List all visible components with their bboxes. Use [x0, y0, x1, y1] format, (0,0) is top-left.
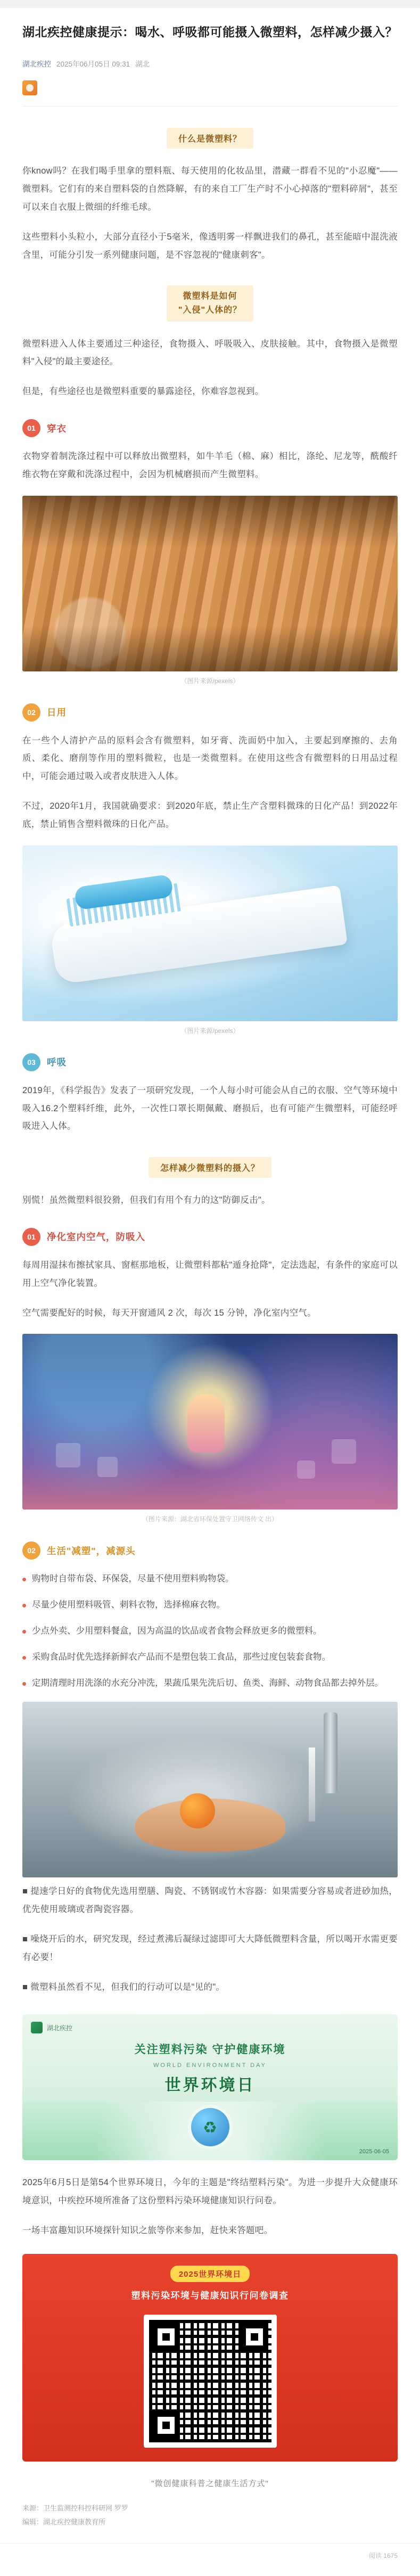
- source-line-2: 编辑：湖北疾控健康教育所: [22, 2518, 106, 2526]
- qr-finder-pattern: [241, 2323, 268, 2351]
- item-title-breathing: 呼吸: [47, 1057, 67, 1068]
- paragraph-item3: 2019年，《科学报告》发表了一项研究发现，一个人每小时可能会从自己的衣服、空气等环境中吸入16.2个塑料纤维，此外，一次性口罩长期佩戴、磨损后，也有可能产生微塑料，可能经呼吸进入人体。: [22, 1085, 398, 1131]
- section-heading-how-enter: [22, 285, 398, 321]
- qr-finder-pattern: [152, 2323, 180, 2351]
- paragraph-2-1: 微塑料进入人体主要通过三种途径，食物摄入、呼吸吸入、皮肤接触。其中，食物摄入是微塑料"入侵"的最主要途径。: [22, 339, 398, 367]
- image-washing-produce: [22, 1702, 398, 1877]
- illustration-house-shape: [297, 1461, 315, 1479]
- illustration-house-shape: [332, 1439, 356, 1464]
- figure-toothbrush: [22, 846, 398, 1035]
- paragraph-1-2: 这些塑料小头粒小，大部分直径小于5毫米，像透明雾一样飘进我们的鼻孔，甚至能暗中混洗液含里，可能分引发一系列健康问题，是不容忽视的"健康刺客"。: [22, 232, 398, 260]
- figure-caption-toothbrush: （图片来源/pexels）: [180, 1027, 240, 1035]
- item-number-badge: 01: [22, 419, 40, 437]
- promo-headline: 关注塑料污染 守护健康环境: [134, 2044, 286, 2056]
- paragraph-tail-2: ■ 噪烧开后的水，研究发现，经过煮沸后凝绿过滤即可大大降低微塑料含量，所以喝开水需更要有必要！: [22, 1934, 398, 1962]
- read-count-bar: [0, 2543, 420, 2560]
- paragraph-1-1: 你know吗？在我们喝手里拿的塑料瓶、每天使用的化妆品里，潜藏一群看不见的"小忍魔"——微塑料。它们有的来自塑料袋的自然降解，有的来自工厂生产时不小心掉落的"塑料碎屑"，甚至可以来自衣服上微细的纤维毛球。: [22, 166, 398, 212]
- paragraph-tail-3: ■ 微塑料虽然看不见，但我们的行动可以是"见的"。: [22, 1982, 225, 1992]
- item-heading-clothing: [22, 419, 398, 437]
- article-location: 湖北: [135, 60, 150, 69]
- list-item: 采购食品时优先选择新鲜农产品而不是塑包装工食品，那些过度包装套食物。: [22, 1648, 398, 1666]
- survey-title: 塑料污染环境与健康知识行问卷调查: [131, 2290, 289, 2301]
- item-heading-purify-air: [22, 1228, 398, 1246]
- section-title-1: 什么是微塑料？: [167, 128, 253, 149]
- paragraph-item4-1: 每周用湿抹布擦拭家具、窗框那地板，让微塑料都粘"遁身抢降"，定法选起，有条件的家庭可以用上空气净化装置。: [22, 1260, 398, 1288]
- org-logo-icon: [31, 2022, 43, 2033]
- section-title-2-line2: "入侵"人体的？: [178, 305, 242, 315]
- figure-washing-produce: [22, 1702, 398, 1877]
- fruit-shape: [180, 1793, 215, 1828]
- item-number-badge: 03: [22, 1053, 40, 1071]
- figure-caption-illustration: （图片来源：湖北省环保处置守卫网络传文 出）: [142, 1515, 278, 1523]
- water-stream-shape: [309, 1748, 315, 1822]
- source-line-1: 来源：卫生监测控科控科研网 罗罗: [22, 2504, 128, 2513]
- article-page: [0, 8, 420, 2576]
- paragraph-item2-2: 不过，2020年1月，我国就确要求：到2020年底，禁止生产含塑料微珠的日化产品！到2022年底，禁止销售含塑料微珠的日化产品。: [22, 801, 398, 829]
- list-item: 定期清理时用洗涤的水充分冲洗，果蔬瓜果先洗后切、鱼类、海鲜、动物食品都去掉外层。: [22, 1675, 398, 1692]
- section-heading-how-reduce: [22, 1157, 398, 1178]
- source-block: [22, 2501, 398, 2529]
- list-item: 少点外卖、少用塑料餐盒，因为高温的饮品或者食物会释放更多的微塑料。: [22, 1622, 398, 1640]
- article-time: 2025年06月05日 09:31: [56, 60, 130, 69]
- figure-illustration: [22, 1334, 398, 1523]
- item-heading-breathing: [22, 1053, 398, 1071]
- item-heading-daily-use: [22, 703, 398, 721]
- footer-tagline: "微创健康科普之健康生活方式": [151, 2479, 269, 2489]
- closing-paragraph-2: 一场丰富趣知识环境探针知识之旅等你来参加，赶快来答题吧。: [22, 2226, 273, 2236]
- paragraph-2-2: 但是，有些途径也是微塑料重要的暴露途径，你难容忽视到。: [22, 387, 264, 397]
- item-heading-reduce-plastic: [22, 1541, 398, 1560]
- read-count: 阅读 1675: [368, 2552, 398, 2560]
- section-title-2-line1: 微塑料是如何: [183, 292, 237, 301]
- figure-hangers: [22, 496, 398, 685]
- survey-badge: 2025世界环境日: [170, 2266, 250, 2282]
- item-number-badge: 02: [22, 703, 40, 721]
- item-title-daily-use: 日用: [47, 707, 67, 718]
- survey-banner[interactable]: [22, 2254, 398, 2462]
- author-avatar-row: [0, 69, 420, 95]
- promo-org-name: 湖北疾控: [47, 2024, 73, 2032]
- promo-subtitle: WORLD ENVIRONMENT DAY: [153, 2062, 267, 2069]
- closing-paragraph-1: 2025年6月5日是第54个世界环境日，今年的主题是"终结塑料污染"。为进一步提升大众健康环境意识，中疾控环境所准备了这份塑料污染环境健康知识行问卷。: [22, 2178, 398, 2206]
- item-title-clothing: 穿衣: [47, 423, 67, 434]
- qr-code-container[interactable]: [144, 2315, 277, 2448]
- list-item: 尽量少使用塑料吸管、刺料衣物，选择棉麻衣物。: [22, 1596, 398, 1614]
- paragraph-item4-2: 空气需要配好的时候，每天开窗通风 2 次，每次 15 分钟，净化室内空气。: [22, 1308, 316, 1318]
- article-body: [0, 128, 420, 2529]
- avatar[interactable]: [22, 80, 37, 95]
- promo-org-row: [22, 2022, 398, 2039]
- illustration-house-shape: [97, 1457, 118, 1477]
- promo-big-title: 世界环境日: [164, 2077, 256, 2095]
- illustration-figure-shape: [187, 1394, 225, 1453]
- paragraph-item2-1: 在一些个人清护产品的原料会含有微塑料，如牙膏、洗面奶中加入，主要起到摩擦的、去角质、柔化、磨削等作用的塑料微粒，也是一类微塑料。在使用这些含有微塑料的日用品过程中，可能会通过吸入或者皮肤进入人体。: [22, 735, 398, 782]
- paragraph-item1: 衣物穿着制洗涤过程中可以释放出微塑料，如牛羊毛（棉、麻）相比，涤纶、尼龙等，酰酸纤维衣物在穿戴和洗涤过程中，会因为机械磨损而产生微塑料。: [22, 452, 398, 479]
- page-title: 湖北疾控健康提示：喝水、呼吸都可能摄入微塑料，怎样减少摄入？: [22, 25, 398, 39]
- image-toothbrush: [22, 846, 398, 1021]
- promo-artwork: [22, 2102, 398, 2160]
- section-title-3: 怎样减少微塑料的摄入？: [149, 1157, 271, 1178]
- promo-banner[interactable]: [22, 2014, 398, 2160]
- figure-caption-hangers: （图片来源/pexels）: [180, 677, 240, 685]
- recycle-icon: ♻: [203, 2119, 217, 2137]
- qr-finder-pattern: [152, 2411, 180, 2439]
- article-meta: [0, 50, 420, 69]
- item-title-purify-air: 净化室内空气，防吸入: [47, 1232, 145, 1243]
- image-illustration: [22, 1334, 398, 1509]
- qr-code-icon[interactable]: [149, 2320, 271, 2442]
- illustration-house-shape: [56, 1443, 80, 1467]
- image-clothes-hangers: [22, 496, 398, 671]
- article-source[interactable]: 湖北疾控: [22, 60, 51, 69]
- bullet-list-reduce-plastic: [22, 1570, 398, 1692]
- list-item: 购物时自带布袋、环保袋，尽量不使用塑料购物袋。: [22, 1570, 398, 1588]
- paragraph-3-1: 别慌！虽然微塑料很狡猾，但我们有用个有力的这"防御反击"。: [22, 1195, 270, 1205]
- faucet-shape: [324, 1712, 337, 1793]
- section-heading-what-is: [22, 128, 398, 149]
- promo-date: 2025·06·05: [359, 2148, 389, 2155]
- item-title-reduce-plastic: 生活"减塑"，减源头: [47, 1545, 136, 1556]
- section-title-2: [167, 285, 253, 321]
- paragraph-tail-1: ■ 提速学日好的食物优先选用塑膳、陶瓷、不锈钢或竹木容器：如果需要分容易或者进砂加热，优先使用玻璃或者陶瓷容器。: [22, 1886, 398, 1915]
- item-number-badge: 02: [22, 1541, 40, 1560]
- item-number-badge: 01: [22, 1228, 40, 1246]
